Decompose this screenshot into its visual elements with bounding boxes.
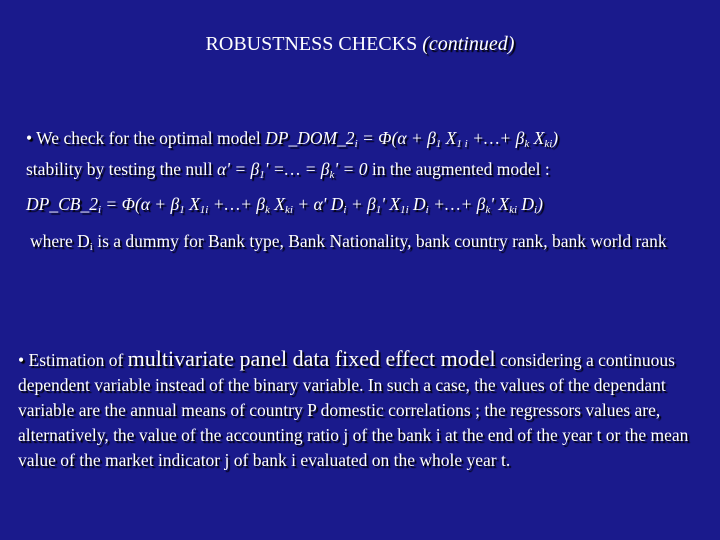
title-main: ROBUSTNESS CHECKS xyxy=(205,33,418,55)
bullet1-line2: stability by testing the null xyxy=(26,159,218,179)
bullet2-body: considering a continuous dependent variable instead of the binary variable. In such a case, the values of the dependant variable are the annual means of country P domestic correlations ; the regressors values are, alternatively, the value of the accounting ratio j of the bank i at the end of the year t or the mean value of the market indicator j of bank i evaluated on the whole year t. xyxy=(18,350,689,470)
bullet2-emphasis: multivariate panel data fixed effect model xyxy=(127,346,496,371)
bullet-optimal-model xyxy=(26,126,706,188)
bullet1-tail: in the augmented model : xyxy=(367,159,550,179)
bullet2-lead: • Estimation of xyxy=(18,350,128,370)
bullet1-lead: • We check for the optimal model xyxy=(26,128,266,148)
dummy-description: where $D_i$ is a dummy for Bank type, Bank Nationality, bank country rank, bank world rank xyxy=(30,231,667,253)
augmented-model-formula: $DP\_CB\_2_i = \Phi(\alpha + \beta_1$ $X_{1i}$ +…+ $\beta_k$ $X_{ki} + \alpha'$ $D_i + \beta_1'$ $X_{1i}$ $D_i$ +…+ $\beta_k'$ $X_{ki}$ $D_i$) xyxy=(26,194,543,216)
slide-title xyxy=(0,33,720,56)
model-name: $DP\_DOM\_2_i = \Phi(\alpha + \beta_1$ $X_{1 i}$ +…+ $\beta_k$ $X_{ki}$) xyxy=(265,128,559,150)
bullet-panel-estimation xyxy=(18,346,708,473)
title-suffix: (continued) xyxy=(422,33,515,55)
null-hypothesis: $\alpha' = \beta_1'$ =… = $\beta_k' = 0$ xyxy=(217,159,368,181)
